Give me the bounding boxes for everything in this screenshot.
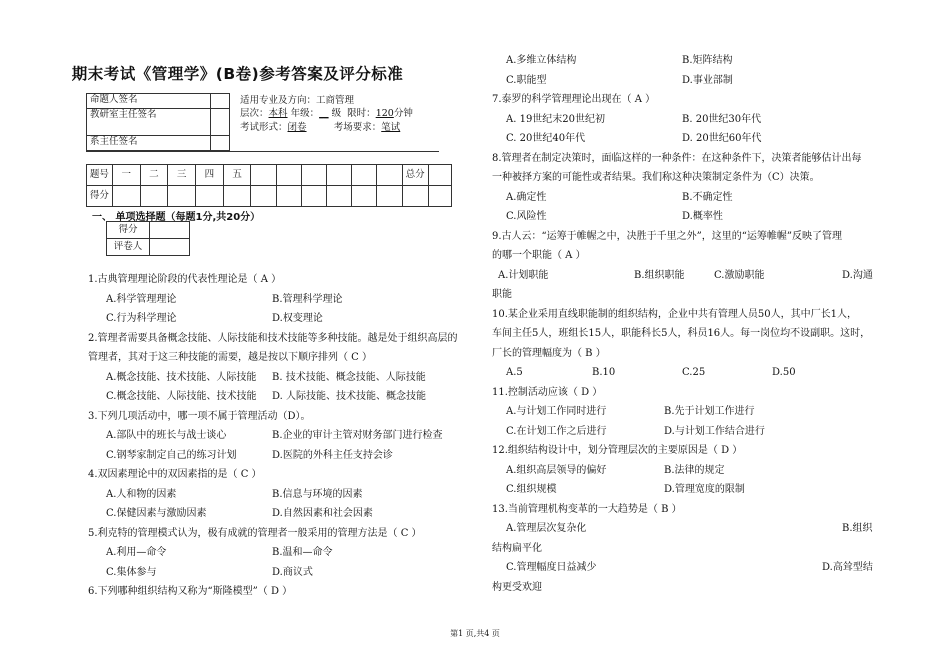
option: A.5 (506, 367, 523, 378)
score-header-cell (377, 165, 402, 186)
grader-score-label: 得分 (107, 222, 150, 239)
option: B. 20世纪30年代 (682, 113, 762, 125)
grade-suffix: 级 (331, 108, 342, 119)
score-header-cell: 五 (223, 165, 251, 186)
score-row-label: 得分 (87, 186, 113, 207)
option: C.集体参与 (106, 566, 157, 578)
score-header-cell: 三 (168, 165, 196, 186)
q7-options-row1 (492, 113, 882, 133)
q6-options-row2 (492, 74, 882, 94)
proposer-label: 命题人签名 (87, 94, 211, 109)
option: B.矩阵结构 (682, 55, 733, 66)
q8-options-row1 (492, 191, 882, 211)
level-line (240, 107, 439, 121)
option: A. 19世纪末20世纪初 (506, 113, 606, 125)
option: D.与计划工作结合进行 (664, 425, 765, 437)
left-question-column (88, 273, 468, 605)
score-cell (168, 186, 196, 207)
score-header-cell (301, 165, 326, 186)
score-cell (223, 186, 251, 207)
dean-signature (211, 136, 230, 151)
option: B.管理科学理论 (272, 293, 343, 305)
score-header-cell: 四 (196, 165, 224, 186)
grade-value: __ (319, 108, 329, 119)
q6-options-row1 (492, 54, 882, 74)
option: C.职能型 (506, 74, 547, 86)
score-cell (301, 186, 326, 207)
option: D.管理宽度的限制 (664, 484, 745, 495)
director-signature (211, 109, 230, 136)
option: D. 人际技能、技术技能、概念技能 (272, 391, 427, 402)
q11-options-row2 (492, 425, 882, 445)
option: C.激励职能 (714, 269, 765, 281)
q7-options-row2 (492, 132, 882, 152)
question-12: 12.组织结构设计中，划分管理层次的主要原因是（ D ） (492, 445, 743, 456)
q13-options-row2 (492, 561, 882, 581)
score-header-cell (327, 165, 352, 186)
option: C.风险性 (506, 211, 547, 222)
option: C.保健因素与激励因素 (106, 508, 207, 519)
option: B. 技术技能、概念技能、人际技能 (272, 371, 426, 383)
score-header-cell: 一 (112, 165, 140, 186)
question-2-cont: 管理者，其对于这三种技能的需要，越是按以下顺序排列（ C ） (88, 352, 373, 363)
question-1: 1.古典管理理论阶段的代表性理论是（ A ） (88, 274, 282, 285)
option: B.温和—命令 (272, 547, 333, 558)
question-10-cont: 车间主任5人，班组长15人，职能科长5人，科员16人。每一岗位均不设副职。这时， (492, 328, 871, 339)
options-row (88, 507, 468, 527)
question-3: 3.下列几项活动中，哪一项不属于管理活动（D）。 (88, 410, 311, 422)
limit-suffix: 分钟 (393, 108, 413, 119)
score-cell (251, 186, 276, 207)
section-heading: 一、 单项选择题（每题1分,共20分） (92, 212, 261, 223)
form-value: 闭卷 (287, 121, 307, 133)
options-row (88, 390, 468, 410)
grader-table (106, 221, 190, 256)
option: A.利用—命令 (106, 547, 167, 558)
form-prefix: 考试形式： (240, 121, 288, 133)
options-row (88, 449, 468, 469)
venue-prefix: 考场要求： (333, 121, 382, 133)
q12-options-row1 (492, 464, 882, 484)
option: B.组织职能 (634, 269, 685, 281)
question-7: 7.泰罗的科学管理理论出现在（ A ） (492, 94, 656, 105)
options-row (88, 566, 468, 586)
level-value: 本科 (268, 108, 288, 119)
score-header-cell (428, 165, 451, 186)
major-line: 适用专业及方向：工商管理 (240, 94, 355, 106)
option: B.法律的规定 (664, 464, 725, 476)
option: B.信息与环境的因素 (272, 488, 363, 500)
option: D.医院的外科主任支持会诊 (272, 449, 393, 461)
question-9: 9.古人云：“运筹于帷幄之中，决胜于千里之外”，这里的“运筹帷幄”反映了管理 (492, 230, 842, 242)
score-cell (327, 186, 352, 207)
option: B.不确定性 (682, 191, 733, 203)
score-cell (276, 186, 301, 207)
level-prefix: 层次： (240, 108, 269, 119)
option: D. 20世纪60年代 (682, 133, 762, 144)
option: D.高耸型结 (822, 562, 873, 573)
question-6: 6.下列哪种组织结构又称为“斯隆模型”（ D ） (88, 586, 293, 597)
score-cell (428, 186, 451, 207)
options-row (88, 293, 468, 313)
option: C.在计划工作之后进行 (506, 425, 607, 437)
q11-options-row1 (492, 405, 882, 425)
option: D.商议式 (272, 566, 313, 578)
dean-label: 系主任签名 (87, 136, 211, 151)
score-cell (112, 186, 140, 207)
score-header-row (87, 165, 452, 186)
options-row (88, 371, 468, 391)
option: D.概率性 (682, 211, 723, 222)
question-9-cont: 的哪一个职能（ A ） (492, 250, 586, 261)
q12-options-row2 (492, 483, 882, 503)
question-2: 2.管理者需要具备概念技能、人际技能和技术技能等多种技能。越是处于组织高层的 (88, 332, 458, 344)
option: A.组织高层领导的偏好 (506, 464, 607, 476)
limit-value: 120 (375, 108, 394, 119)
page-title: 期末考试《管理学》(B卷)参考答案及评分标准 (71, 65, 404, 83)
score-cell (402, 186, 428, 207)
option: B.10 (592, 367, 616, 378)
option: C.管理幅度日益减少 (506, 562, 597, 573)
question-8-cont: 一种被择方案的可能性或者结果。我们称这种决策制定条件为（C）决策。 (492, 172, 820, 183)
right-question-column (492, 54, 882, 600)
question-13: 13.当前管理机构变革的一大趋势是（ B ） (492, 503, 682, 515)
question-10-cont2: 厂长的管理幅度为（ B ） (492, 347, 606, 359)
option: B.先于计划工作进行 (664, 406, 755, 417)
q8-options-row2 (492, 210, 882, 230)
score-table (86, 164, 452, 207)
option: C. 20世纪40年代 (506, 133, 586, 144)
score-header-cell: 二 (140, 165, 168, 186)
options-row (88, 546, 468, 566)
options-row (88, 488, 468, 508)
exam-meta (230, 94, 440, 151)
question-4: 4.双因素理论中的双因素指的是（ C ） (88, 469, 262, 480)
score-cell (196, 186, 224, 207)
q9-option-tail: 职能 (492, 289, 512, 300)
score-cell (377, 186, 402, 207)
option: C.钢琴家制定自己的练习计划 (106, 449, 237, 461)
option: D.事业部制 (682, 74, 733, 86)
score-value-row (87, 186, 452, 207)
option: C.行为科学理论 (106, 313, 177, 324)
info-table (86, 93, 439, 151)
option: A.人和物的因素 (106, 488, 177, 500)
q13-options-row1 (492, 522, 882, 542)
q13-option-b-tail: 结构扁平化 (492, 542, 542, 554)
question-8: 8.管理者在制定决策时，面临这样的一种条件：在这种条件下，决策者能够估计出每 (492, 152, 862, 164)
score-header-cell (276, 165, 301, 186)
question-5: 5.利克特的管理模式认为，极有成就的管理者一般采用的管理方法是（ C ） (88, 527, 422, 539)
director-label: 教研室主任签名 (87, 109, 211, 136)
score-cell (140, 186, 168, 207)
option: B.组织 (842, 523, 873, 534)
option: D.沟通 (842, 269, 873, 281)
grader-name-cell (150, 239, 190, 256)
venue-value: 笔试 (381, 121, 401, 133)
options-row (88, 429, 468, 449)
option: A.概念技能、技术技能、人际技能 (106, 371, 257, 383)
form-line (240, 121, 439, 135)
option: C.概念技能、人际技能、技术技能 (106, 391, 257, 402)
question-11: 11.控制活动应该（ D ） (492, 386, 603, 398)
option: A.管理层次复杂化 (506, 523, 587, 534)
proposer-signature (211, 94, 230, 109)
option: C.25 (682, 367, 706, 378)
q13-option-d-tail: 构更受欢迎 (492, 581, 542, 593)
option: A.与计划工作同时进行 (506, 406, 607, 417)
option: A.多维立体结构 (506, 55, 577, 66)
option: B.企业的审计主管对财务部门进行检查 (272, 430, 443, 441)
option: A.计划职能 (498, 269, 549, 281)
grader-score-cell (150, 222, 190, 239)
score-header-cell (352, 165, 377, 186)
score-header-cell (251, 165, 276, 186)
option: A.确定性 (506, 191, 547, 203)
limit-prefix: 限时： (347, 108, 376, 119)
page-footer: 第1 页,共4 页 (450, 629, 500, 638)
option: D.自然因素和社会因素 (272, 508, 373, 519)
option: D.权变理论 (272, 313, 323, 324)
option: C.组织规模 (506, 484, 557, 495)
score-cell (352, 186, 377, 207)
option: A.科学管理理论 (106, 293, 177, 305)
grade-prefix: 年级： (290, 108, 320, 119)
option: A.部队中的班长与战士谈心 (106, 430, 227, 441)
options-row (88, 312, 468, 332)
q10-options (492, 366, 882, 386)
info-divider (86, 151, 439, 152)
option: D.50 (772, 367, 796, 378)
q9-options (492, 269, 882, 289)
grader-name-label: 评卷人 (107, 239, 150, 256)
score-header-cell: 总分 (402, 165, 428, 186)
score-header-cell: 题号 (87, 165, 113, 186)
question-10: 10.某企业采用直线职能制的组织结构，企业中共有管理人员50人，其中厂长1人， (492, 308, 857, 320)
